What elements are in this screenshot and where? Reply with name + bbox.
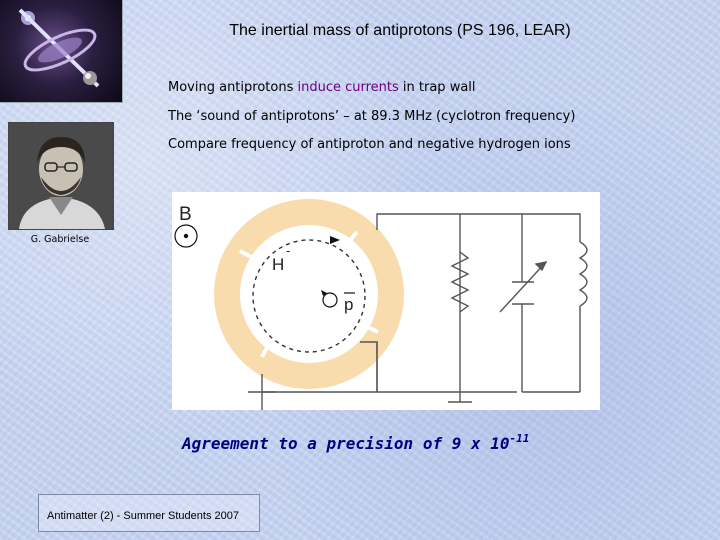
footer-text: Antimatter (2) - Summer Students 2007	[47, 510, 239, 522]
trap-diagram	[172, 192, 600, 410]
bullet-1-text-end: in trap wall	[398, 80, 476, 95]
bullet-1	[168, 80, 476, 95]
field-label: B	[179, 204, 192, 225]
agreement-exponent: -11	[509, 432, 530, 445]
bullet-1-text-start: Moving antiprotons	[168, 80, 298, 95]
slide-title: The inertial mass of antiprotons (PS 196, LEAR)	[229, 22, 571, 39]
footer-box	[38, 494, 260, 532]
bullet-2-text: The ‘sound of antiprotons’ – at 89.3 MHz (cyclotron frequency)	[168, 109, 576, 124]
bullet-3-text: Compare frequency of antiproton and negative hydrogen ions	[168, 137, 571, 152]
trap-ring	[227, 212, 391, 376]
portrait-photo	[8, 122, 114, 230]
photo-caption: G. Gabrielse	[30, 234, 90, 245]
ion-charge: -	[286, 243, 291, 258]
logo-graphic	[20, 10, 100, 86]
antiproton-arrow-icon	[321, 290, 327, 296]
portrait-illustration	[9, 123, 113, 229]
conference-logo	[0, 0, 123, 103]
bullet-3	[168, 137, 571, 152]
ion-label: H	[272, 255, 285, 274]
bullet-2	[168, 109, 575, 124]
agreement-text: Agreement to a precision of 9 x 10	[182, 434, 510, 453]
field-dot-icon	[184, 234, 188, 238]
antiproton-orbit	[323, 293, 337, 307]
bullet-1-highlight: induce currents	[297, 80, 399, 95]
orbit-arrow-icon	[330, 236, 340, 244]
agreement-statement	[182, 432, 529, 453]
antiproton-label: p	[344, 295, 354, 314]
